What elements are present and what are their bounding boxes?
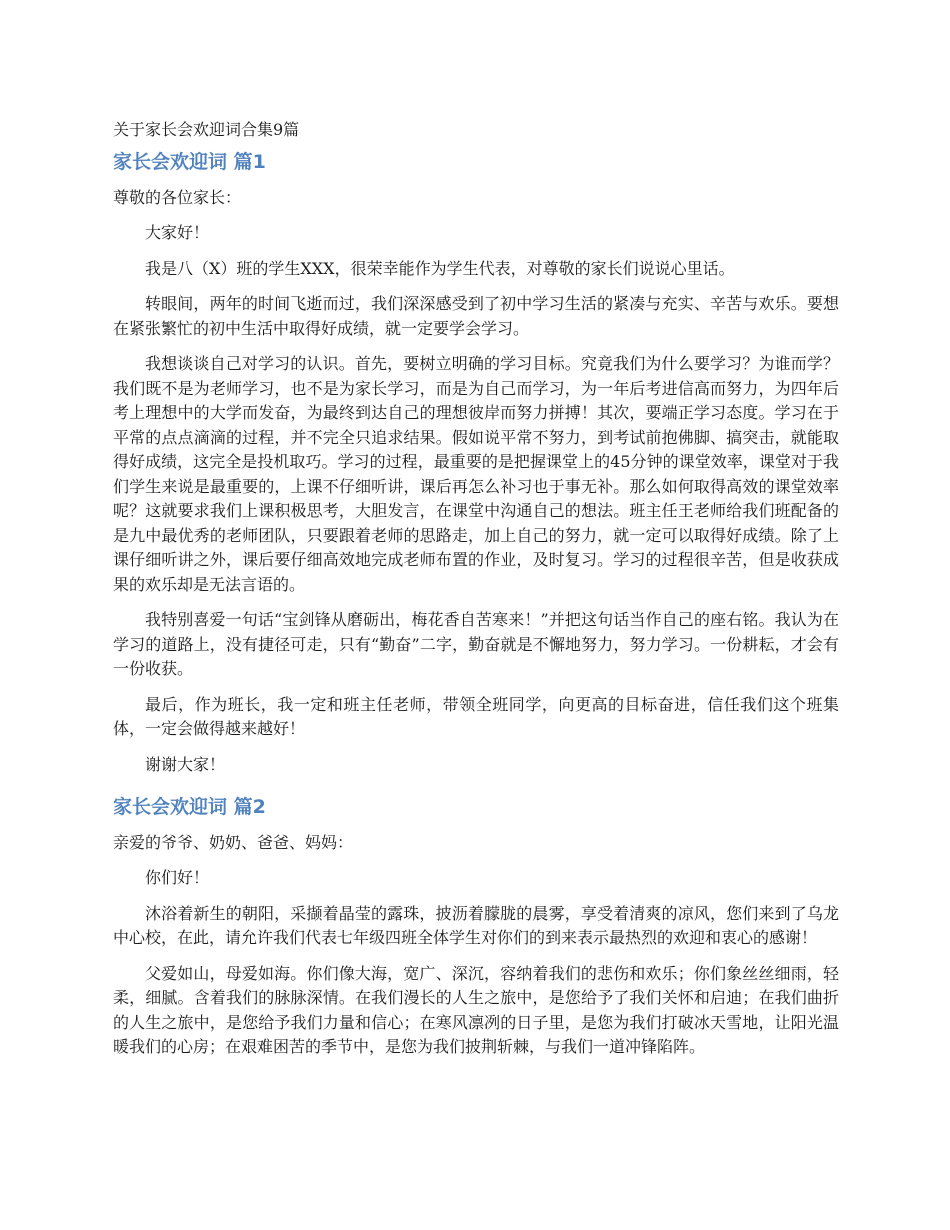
paragraph: 我是八（X）班的学生XXX，很荣幸能作为学生代表，对尊敬的家长们说说心里话。: [145, 258, 735, 278]
paragraph: 我特别喜爱一句话“宝剑锋从磨砺出，梅花香自苦寒来！”并把这句话当作自己的座右铭。我认为在学习的道路上，没有捷径可走，只有“勤奋”二字，勤奋就是不懈地努力，努力学习。一份耕耘，才会有一份收获。: [113, 610, 839, 678]
paragraph: 谢谢大家！: [145, 754, 226, 774]
paragraph: 我想谈谈自己对学习的认识。首先，要树立明确的学习目标。究竟我们为什么要学习？为谁而学？我们既不是为老师学习，也不是为家长学习，而是为自己而学习，为一年后考进信高而努力，为四年后考上理想中的大学而发奋，为最终到达自己的理想彼岸而努力拼搏！其次，要端正学习态度。学习在于平常的点点滴滴的过程，并不完全只追求结果。假如说平常不努力，到考试前抱佛脚、搞突击，就能取得好成绩，这完全是投机取巧。学习的过程，最重要的是把握课堂上的45分钟的课堂效率，课堂对于我们学生来说是最重要的，上课不仔细听讲，课后再怎么补习也于事无补。那么如何取得高效的课堂效率呢？这就要求我们上课积极思考，大胆发言，在课堂中沟通自己的想法。班主任王老师给我们班配备的是九中最优秀的老师团队，只要跟着老师的思路走，加上自己的努力，就一定可以取得好成绩。除了上课仔细听讲之外，课后要仔细高效地完成老师布置的作业，及时复习。学习的过程很辛苦，但是收获成果的欢乐却是无法言语的。: [113, 354, 839, 594]
salutation-1: 尊敬的各位家长：: [113, 188, 242, 207]
paragraph: 转眼间，两年的时间飞逝而过，我们深深感受到了初中学习生活的紧凑与充实、辛苦与欢乐。要想在紧张繁忙的初中生活中取得好成绩，就一定要学会学习。: [113, 294, 839, 338]
paragraph: 大家好！: [145, 223, 210, 242]
document-body: [113, 118, 839, 1071]
paragraph: 父爱如山，母爱如海。你们像大海，宽广、深沉，容纳着我们的悲伤和欢乐；你们象丝丝细雨，轻柔，细腻。含着我们的脉脉深情。在我们漫长的人生之旅中，是您给予了我们关怀和启迪；在我们曲折的人生之旅中，是您给予我们力量和信心；在寒风凛冽的日子里，是您为我们打破冰天雪地，让阳光温暖我们的心房；在艰难困苦的季节中，是您为我们披荆斩棘，与我们一道冲锋陷阵。: [113, 963, 839, 1056]
paragraph: 你们好！: [145, 868, 210, 887]
paragraph: 最后，作为班长，我一定和班主任老师，带领全班同学，向更高的目标奋进，信任我们这个班集体，一定会做得越来越好！: [113, 694, 839, 738]
section-heading-1: 家长会欢迎词 篇1: [113, 151, 266, 173]
section-heading-2: 家长会欢迎词 篇2: [113, 796, 266, 818]
salutation-2: 亲爱的爷爷、奶奶、爸爸、妈妈：: [113, 833, 354, 852]
document-title: 关于家长会欢迎词合集9篇: [113, 120, 300, 139]
paragraph: 沐浴着新生的朝阳，采撷着晶莹的露珠，披沥着朦胧的晨雾，享受着清爽的凉风，您们来到了乌龙中心校，在此，请允许我们代表七年级四班全体学生对你们的到来表示最热烈的欢迎和衷心的感谢！: [113, 903, 839, 947]
